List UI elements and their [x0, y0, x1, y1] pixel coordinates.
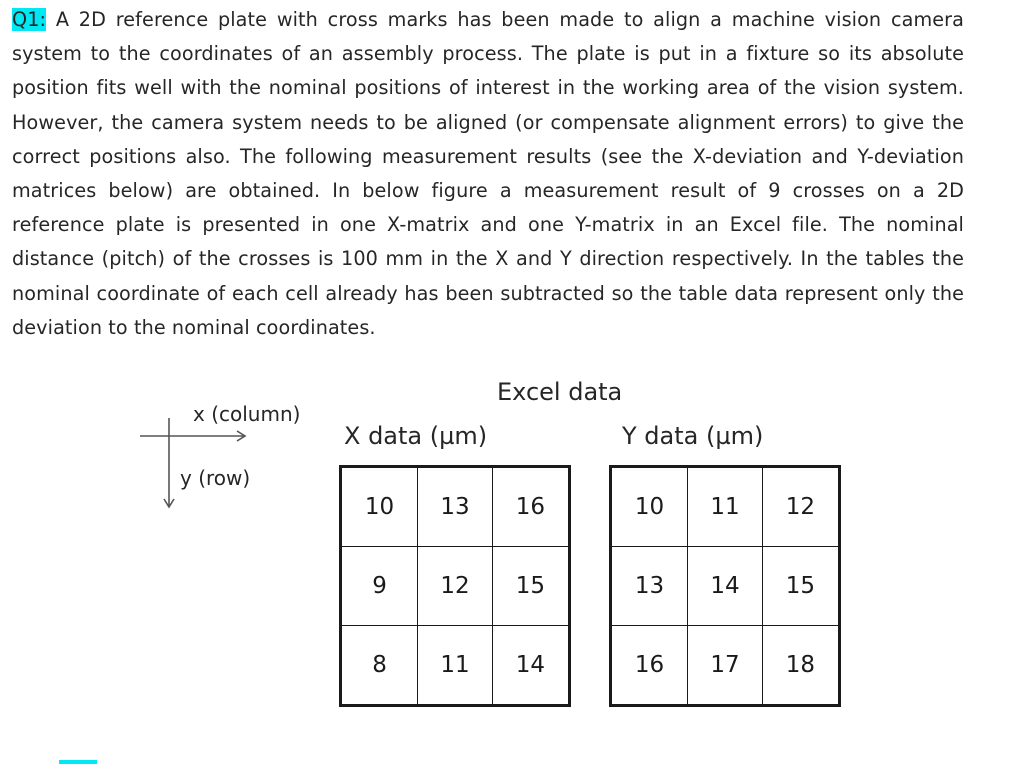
x-table-label: X data (µm) — [344, 422, 488, 450]
table-cell: 11 — [688, 467, 763, 547]
table-row — [341, 467, 570, 547]
table-cell: 17 — [688, 626, 763, 706]
table-cell: 12 — [762, 467, 839, 547]
table-cell: 9 — [341, 547, 418, 626]
table-row — [611, 547, 840, 626]
highlight-mark — [59, 760, 97, 764]
x-data-table — [339, 465, 571, 707]
table-cell: 11 — [418, 626, 493, 706]
question-label: Q1: — [12, 8, 47, 31]
axis-x-label: x (column) — [193, 402, 301, 426]
table-cell: 10 — [611, 467, 688, 547]
table-cell: 8 — [341, 626, 418, 706]
table-row — [341, 547, 570, 626]
table-cell: 14 — [492, 626, 569, 706]
figure-title: Excel data — [497, 378, 623, 406]
table-row — [611, 626, 840, 706]
table-cell: 13 — [611, 547, 688, 626]
y-table-label: Y data (µm) — [622, 422, 764, 450]
table-row — [341, 626, 570, 706]
table-row — [611, 467, 840, 547]
table-cell: 15 — [762, 547, 839, 626]
axis-y-label: y (row) — [180, 466, 251, 490]
question-paragraph — [12, 3, 964, 345]
table-cell: 12 — [418, 547, 493, 626]
axes-diagram — [135, 412, 255, 522]
table-cell: 13 — [418, 467, 493, 547]
table-cell: 14 — [688, 547, 763, 626]
table-cell: 18 — [762, 626, 839, 706]
table-cell: 16 — [611, 626, 688, 706]
table-cell: 15 — [492, 547, 569, 626]
table-cell: 16 — [492, 467, 569, 547]
y-data-table — [609, 465, 841, 707]
question-text: A 2D reference plate with cross marks has been made to align a machine vision camera system to the coordinates of an assembly process. The plate is put in a fixture so its absolute position fits well with the nominal positions of interest in the working area of the vision system. However, the camera system needs to be aligned (or compensate alignment errors) to give the correct positions also. The following measurement results (see the X-deviation and Y-deviation matrices below) are obtained. In below figure a measurement result of 9 crosses on a 2D reference plate is presented in one X-matrix and one Y-matrix in an Excel file. The nominal distance (pitch) of the crosses is 100 mm in the X and Y direction respectively. In the tables the nominal coordinate of each cell already has been subtracted so the table data represent only the deviation to the nominal coordinates. — [12, 8, 964, 339]
table-cell: 10 — [341, 467, 418, 547]
